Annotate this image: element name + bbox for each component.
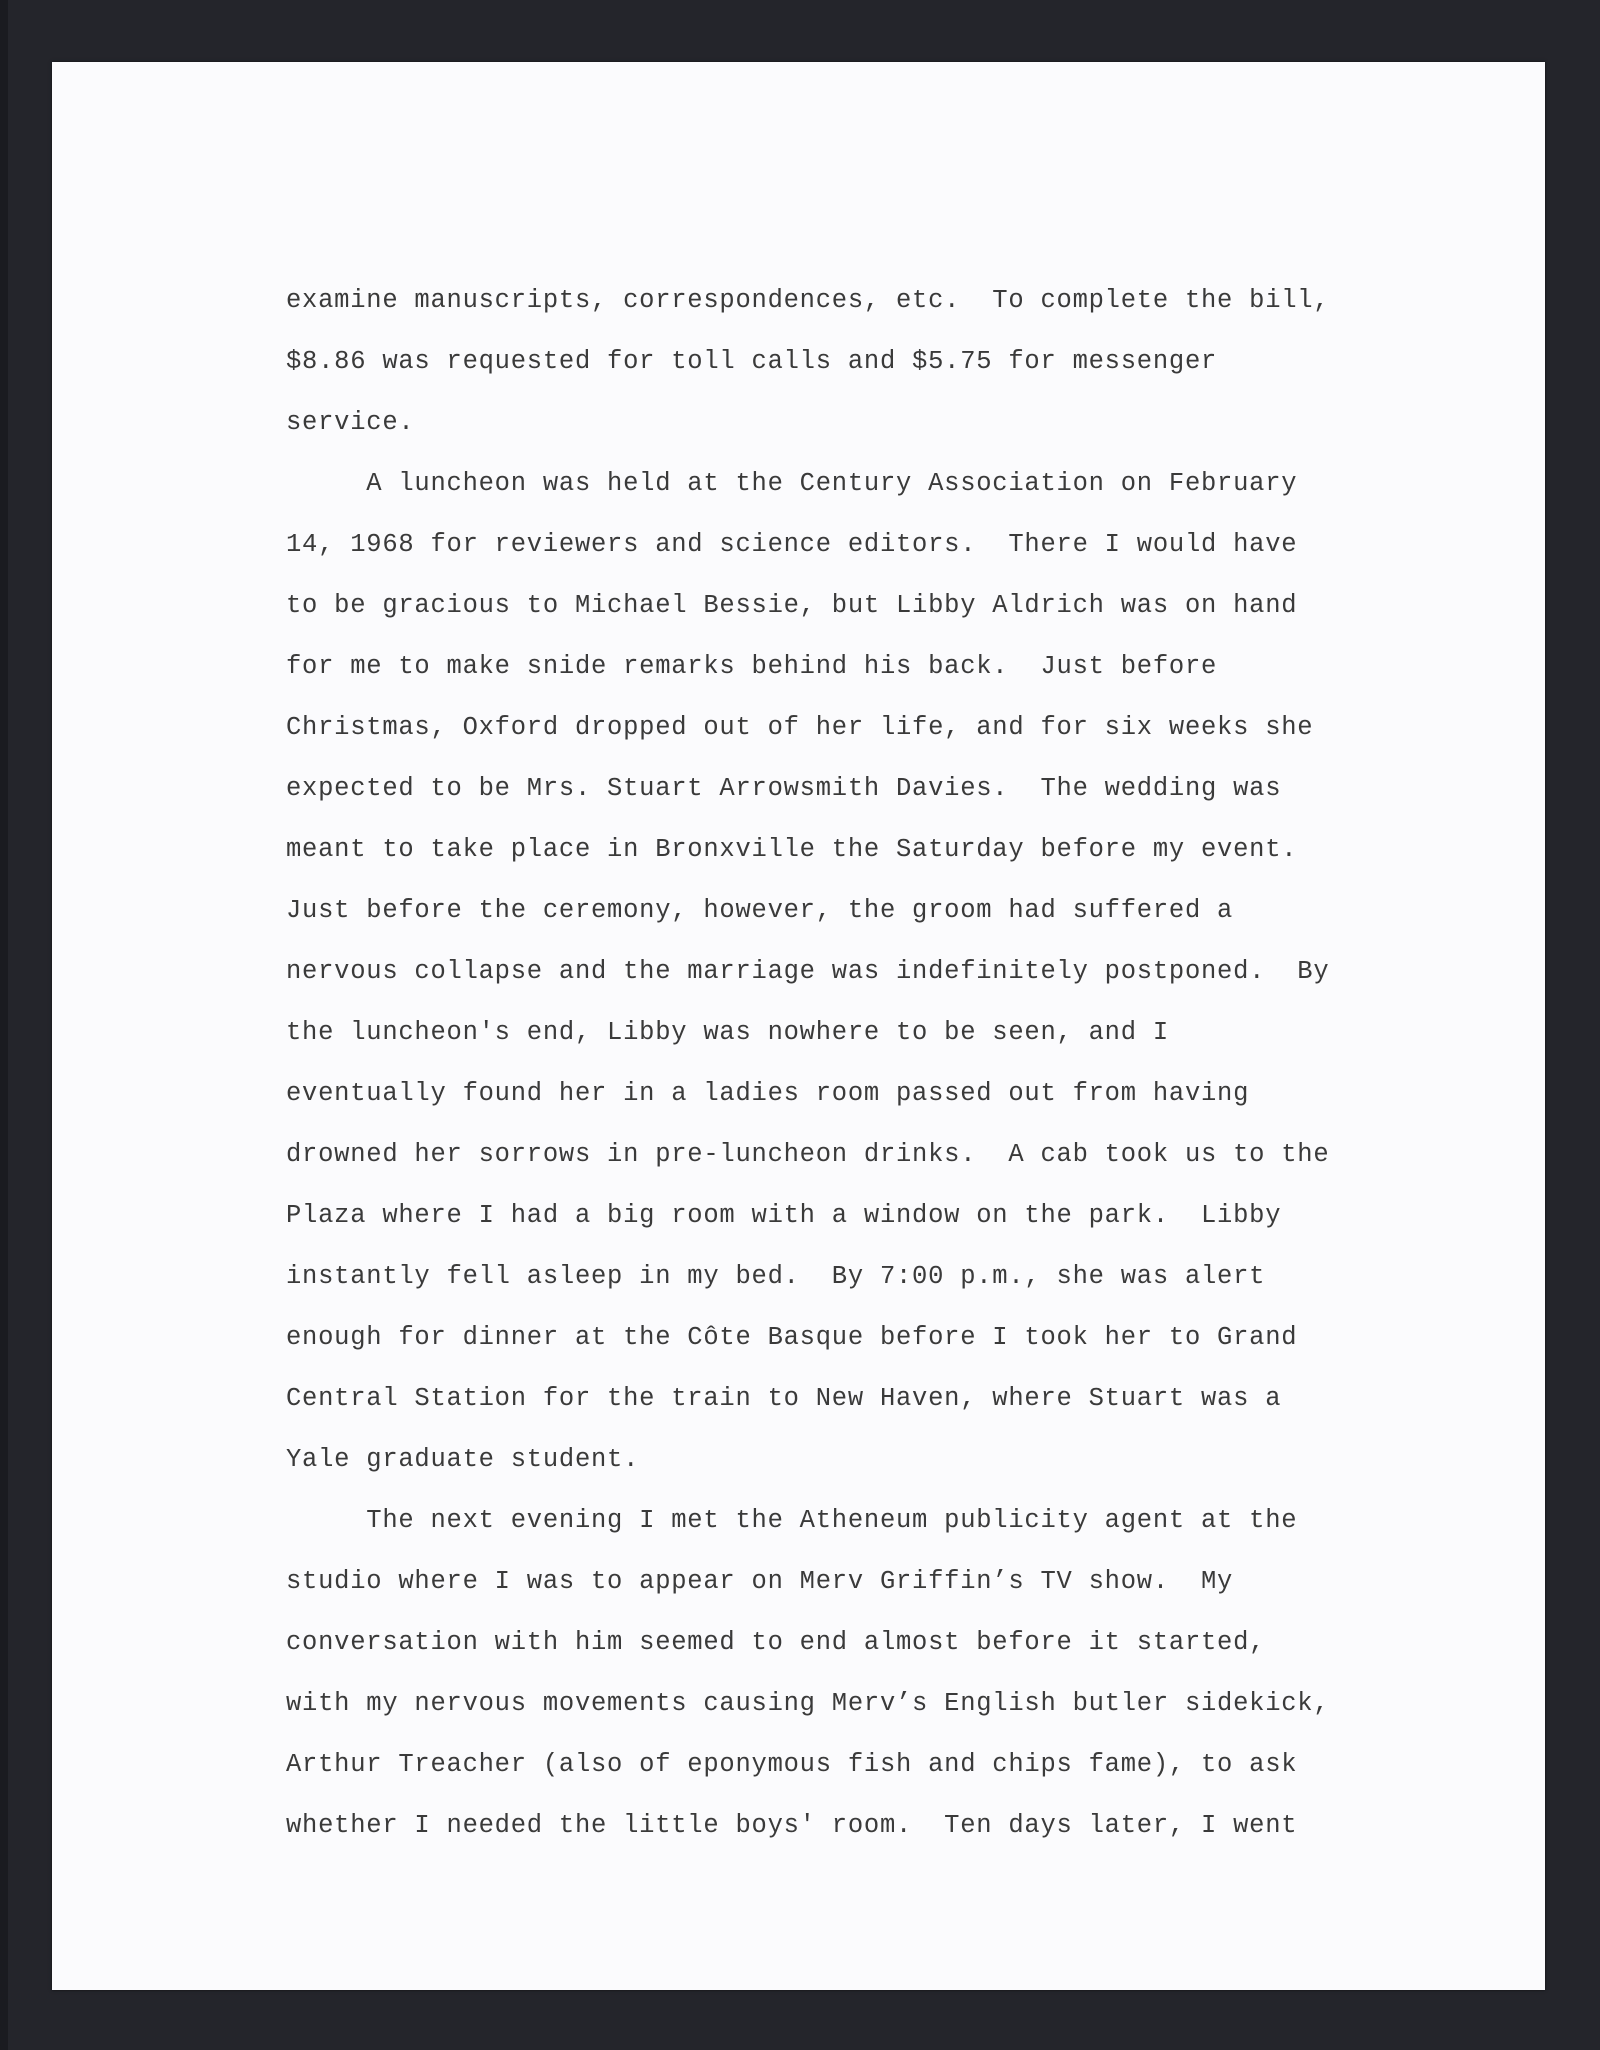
text-line: 14, 1968 for reviewers and science editors. There I would have xyxy=(286,530,1298,559)
text-line: to be gracious to Michael Bessie, but Libby Aldrich was on hand xyxy=(286,591,1298,620)
text-line: nervous collapse and the marriage was indefinitely postponed. By xyxy=(286,957,1330,986)
text-line: enough for dinner at the Côte Basque before I took her to Grand xyxy=(286,1323,1298,1352)
text-line: the luncheon's end, Libby was nowhere to be seen, and I xyxy=(286,1018,1169,1047)
document-page xyxy=(52,62,1545,1990)
text-line: expected to be Mrs. Stuart Arrowsmith Davies. The wedding was xyxy=(286,774,1282,803)
text-line: conversation with him seemed to end almost before it started, xyxy=(286,1628,1266,1657)
scan-background-edge xyxy=(0,0,8,2050)
text-line: whether I needed the little boys' room. Ten days later, I went xyxy=(286,1811,1298,1840)
text-line: instantly fell asleep in my bed. By 7:00 p.m., she was alert xyxy=(286,1262,1266,1291)
text-line: drowned her sorrows in pre-luncheon drinks. A cab took us to the xyxy=(286,1140,1330,1169)
text-line: Plaza where I had a big room with a window on the park. Libby xyxy=(286,1201,1282,1230)
text-line: eventually found her in a ladies room passed out from having xyxy=(286,1079,1250,1108)
text-line: for me to make snide remarks behind his back. Just before xyxy=(286,652,1218,681)
text-line: service. xyxy=(286,408,415,437)
text-line: Central Station for the train to New Haven, where Stuart was a xyxy=(286,1384,1282,1413)
text-line: Just before the ceremony, however, the groom had suffered a xyxy=(286,896,1234,925)
text-line: The next evening I met the Atheneum publicity agent at the xyxy=(286,1506,1298,1535)
text-line: studio where I was to appear on Merv Griffin’s TV show. My xyxy=(286,1567,1234,1596)
typed-text-body xyxy=(286,270,1416,1856)
text-line: $8.86 was requested for toll calls and $5.75 for messenger xyxy=(286,347,1218,376)
text-line: meant to take place in Bronxville the Saturday before my event. xyxy=(286,835,1298,864)
text-line: Arthur Treacher (also of eponymous fish and chips fame), to ask xyxy=(286,1750,1298,1779)
text-line: Christmas, Oxford dropped out of her life, and for six weeks she xyxy=(286,713,1314,742)
text-line: examine manuscripts, correspondences, etc. To complete the bill, xyxy=(286,286,1330,315)
text-line: Yale graduate student. xyxy=(286,1445,640,1474)
text-line: with my nervous movements causing Merv’s English butler sidekick, xyxy=(286,1689,1330,1718)
text-line: A luncheon was held at the Century Association on February xyxy=(286,469,1298,498)
